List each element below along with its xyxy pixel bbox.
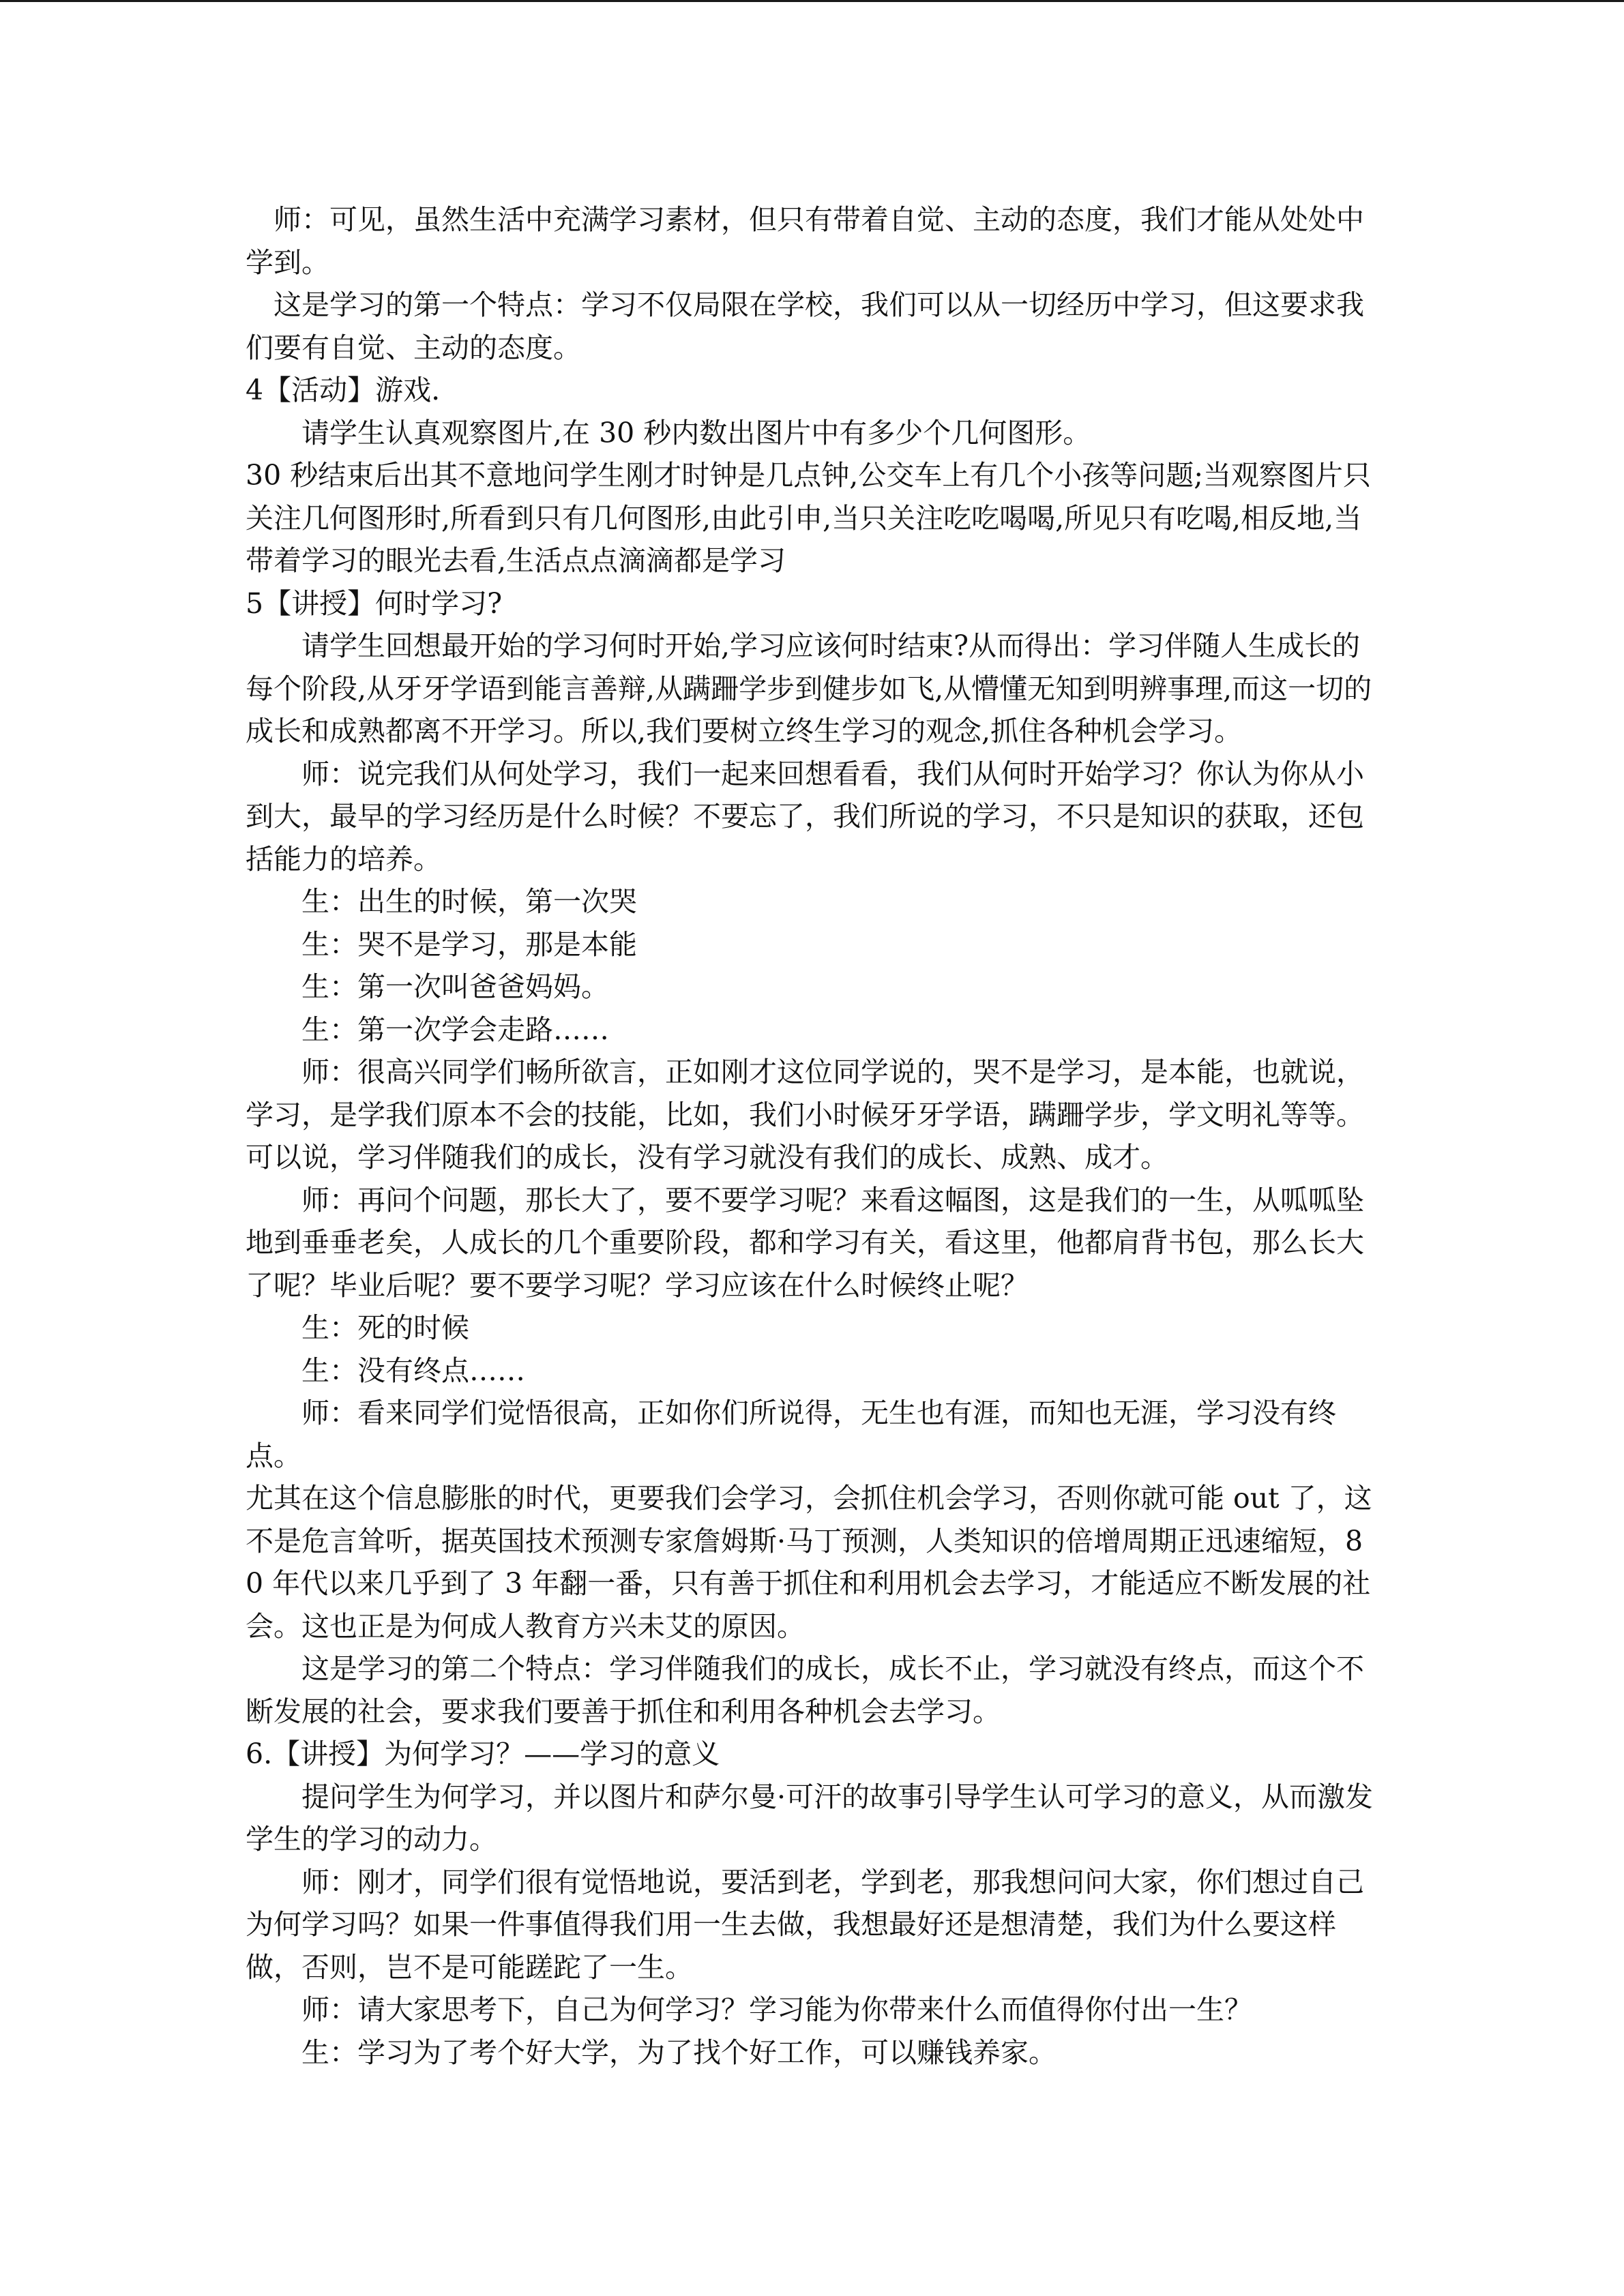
dialogue-teacher: 师：看来同学们觉悟很高，正如你们所说得，无生也有涯，而知也无涯，学习没有终点。 bbox=[246, 1397, 1336, 1472]
dialogue-teacher: 师：再问个问题，那长大了，要不要学习呢？来看这幅图，这是我们的一生，从呱呱坠地到垂垂老矣，人成长的几个重要阶段，都和学习有关，看这里，他都肩背书包，那么长大了呢？毕业后呢？要不要学习呢？学习应该在什么时候终止呢？ bbox=[246, 1183, 1364, 1302]
document-body bbox=[246, 198, 1378, 2074]
paragraph: 师：可见，虽然生活中充满学习素材，但只有带着自觉、主动的态度，我们才能从处处中学到。 bbox=[246, 203, 1364, 279]
dialogue-student: 生：死的时候 bbox=[301, 1311, 469, 1344]
dialogue-teacher: 师：说完我们从何处学习，我们一起来回想看看，我们从何时开始学习？你认为你从小到大，最早的学习经历是什么时候？不要忘了，我们所说的学习，不只是知识的获取，还包括能力的培养。 bbox=[246, 757, 1364, 876]
dialogue-student: 生：第一次叫爸爸妈妈。 bbox=[301, 970, 609, 1003]
dialogue-teacher: 师：很高兴同学们畅所欲言，正如刚才这位同学说的，哭不是学习，是本能，也就说，学习，是学我们原本不会的技能，比如，我们小时候牙牙学语，蹒跚学步，学文明礼等等。可以说，学习伴随我们的成长，没有学习就没有我们的成长、成熟、成才。 bbox=[246, 1056, 1364, 1174]
paragraph: 30 秒结束后出其不意地问学生刚才时钟是几点钟,公交车上有几个小孩等问题;当观察图片只关注几何图形时,所看到只有几何图形,由此引申,当只关注吃吃喝喝,所见只有吃喝,相反地,当带着学习的眼光去看,生活点点滴滴都是学习 bbox=[246, 459, 1372, 577]
paragraph: 请学生认真观察图片,在 30 秒内数出图片中有多少个几何图形。 bbox=[301, 416, 1091, 449]
dialogue-student: 生：学习为了考个好大学，为了找个好工作，可以赚钱养家。 bbox=[301, 2036, 1057, 2069]
dialogue-student: 生：出生的时候，第一次哭 bbox=[301, 885, 637, 918]
paragraph: 提问学生为何学习，并以图片和萨尔曼·可汗的故事引导学生认可学习的意义，从而激发学生的学习的动力。 bbox=[246, 1780, 1374, 1855]
dialogue-student: 生：没有终点…… bbox=[301, 1354, 525, 1387]
section-heading: 4【活动】游戏. bbox=[246, 374, 441, 406]
dialogue-teacher: 师：请大家思考下，自己为何学习？学习能为你带来什么而值得你付出一生？ bbox=[301, 1993, 1252, 2026]
section-heading: 5【讲授】何时学习? bbox=[246, 586, 503, 620]
paragraph: 这是学习的第一个特点：学习不仅局限在学校，我们可以从一切经历中学习，但这要求我们要有自觉、主动的态度。 bbox=[246, 288, 1364, 364]
paragraph: 尤其在这个信息膨胀的时代，更要我们会学习，会抓住机会学习，否则你就可能 out 了，这不是危言耸听，据英国技术预测专家詹姆斯·马丁预测，人类知识的倍增周期正迅速缩短，80 年代以来几乎到了 3 年翻一番，只有善于抓住和利用机会去学习，才能适应不断发展的社会。这也正是为何成人教育方兴未艾的原因。 bbox=[246, 1482, 1372, 1643]
paragraph: 请学生回想最开始的学习何时开始,学习应该何时结束?从而得出：学习伴随人生成长的每个阶段,从牙牙学语到能言善辩,从蹒跚学步到健步如飞,从懵懂无知到明辨事理,而这一切的成长和成熟都离不开学习。所以,我们要树立终生学习的观念,抓住各种机会学习。 bbox=[246, 629, 1372, 747]
dialogue-student: 生：第一次学会走路…… bbox=[301, 1013, 609, 1046]
dialogue-student: 生：哭不是学习，那是本能 bbox=[301, 927, 637, 961]
section-heading: 6.【讲授】为何学习？——学习的意义 bbox=[246, 1738, 720, 1770]
dialogue-teacher: 师：刚才，同学们很有觉悟地说，要活到老，学到老，那我想问问大家，你们想过自己为何学习吗？如果一件事值得我们用一生去做，我想最好还是想清楚，我们为什么要这样做，否则，岂不是可能蹉跎了一生。 bbox=[246, 1865, 1364, 1984]
paragraph: 这是学习的第二个特点：学习伴随我们的成长，成长不止，学习就没有终点，而这个不断发展的社会，要求我们要善于抓住和利用各种机会去学习。 bbox=[246, 1652, 1364, 1728]
